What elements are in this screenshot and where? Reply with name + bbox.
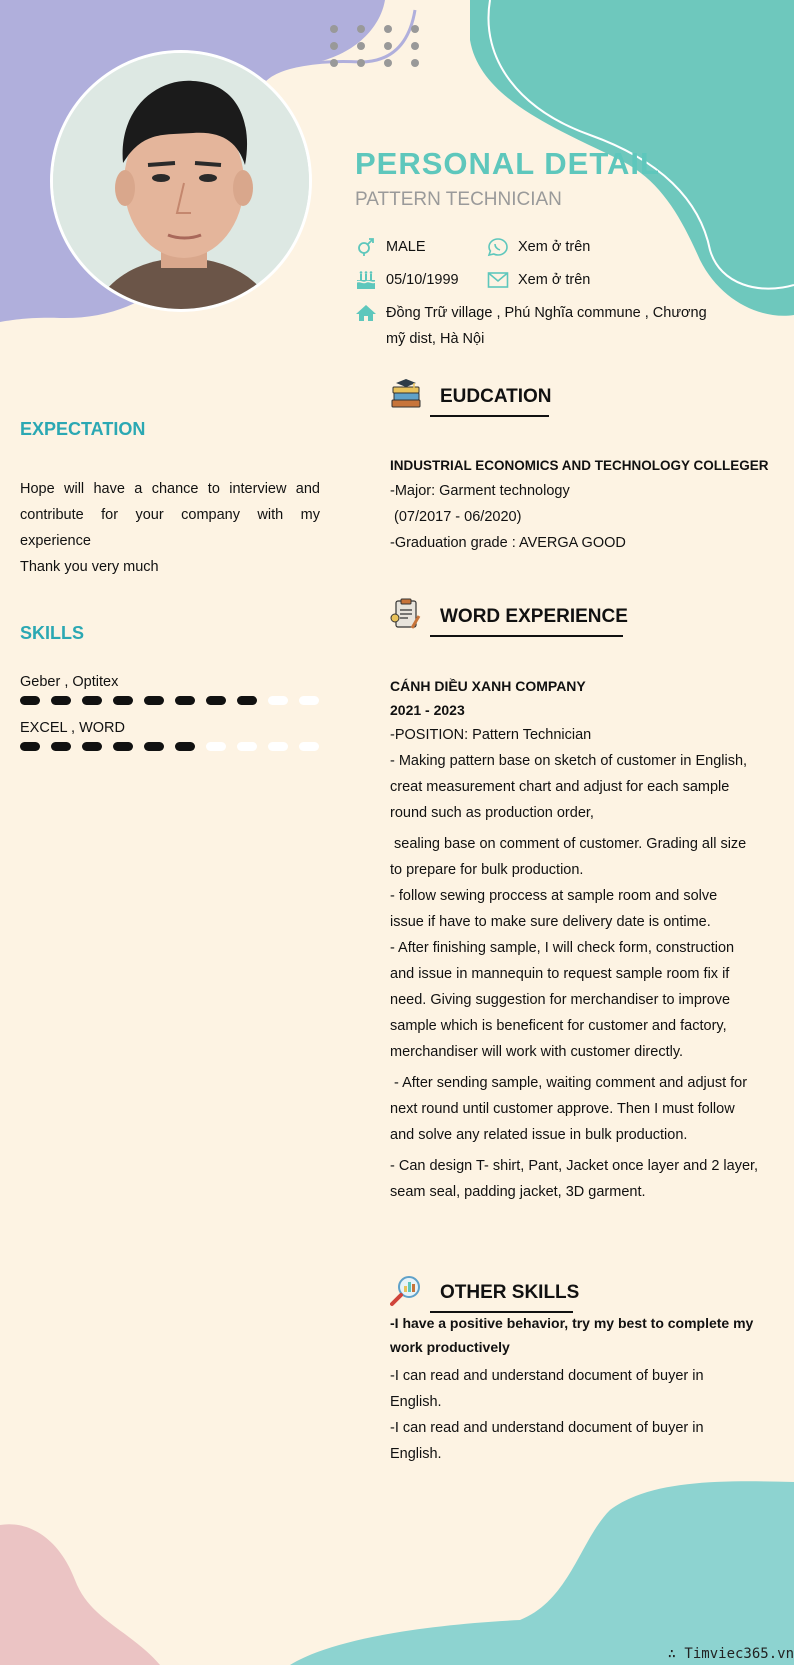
gender-row bbox=[355, 236, 426, 258]
education-period: (07/2017 - 06/2020) bbox=[390, 509, 522, 525]
experience-line: creat measurement chart and adjust for each sample bbox=[390, 779, 730, 795]
phone-icon bbox=[487, 236, 509, 258]
expectation-text: Hope will have a chance to interview and contribute for your company with my experience bbox=[20, 481, 320, 549]
skill-level-segment bbox=[20, 742, 40, 751]
work-clipboard-icon bbox=[390, 598, 422, 635]
envelope-icon bbox=[487, 269, 509, 291]
skill-level-segment bbox=[113, 696, 133, 705]
experience-line: - After sending sample, waiting comment and adjust for bbox=[390, 1075, 748, 1091]
other-skill-bold-line: work productively bbox=[390, 1339, 510, 1355]
skill-level-segment bbox=[144, 696, 164, 705]
gender-icon bbox=[355, 236, 377, 258]
experience-line: issue if have to make sure delivery date is ontime. bbox=[390, 914, 711, 930]
skill-level-segment bbox=[51, 742, 71, 751]
other-skill-line: -I can read and understand document of buyer in bbox=[390, 1420, 704, 1436]
books-icon bbox=[390, 378, 422, 415]
education-grade: -Graduation grade : AVERGA GOOD bbox=[390, 535, 626, 551]
address-line-2: mỹ dist, Hà Nội bbox=[386, 331, 485, 347]
education-underline bbox=[430, 415, 549, 417]
skill-level-segment bbox=[237, 742, 257, 751]
skill-level-segment bbox=[175, 696, 195, 705]
page-title: PERSONAL DETAIL bbox=[355, 146, 660, 181]
school-name: INDUSTRIAL ECONOMICS AND TECHNOLOGY COLLEGER bbox=[390, 458, 769, 473]
skills-heading: SKILLS bbox=[20, 623, 85, 643]
birthday-row bbox=[355, 269, 459, 291]
experience-line: and issue in mannequin to request sample room fix if bbox=[390, 966, 730, 982]
experience-line: next round until customer approve. Then I must follow bbox=[390, 1101, 735, 1117]
watermark: ∴ Timviec365.vn bbox=[667, 1646, 794, 1662]
skill-level-segment bbox=[206, 696, 226, 705]
phone-value: Xem ở trên bbox=[518, 239, 591, 255]
skill-level-segment bbox=[268, 742, 288, 751]
experience-heading: WORD EXPERIENCE bbox=[440, 606, 628, 627]
birthday-cake-icon bbox=[355, 269, 377, 291]
other-skill-line: -I can read and understand document of buyer in bbox=[390, 1368, 704, 1384]
other-skill-line: English. bbox=[390, 1446, 442, 1462]
magnifier-chart-icon bbox=[390, 1275, 422, 1312]
work-years: 2021 - 2023 bbox=[390, 702, 465, 718]
experience-line: - follow sewing proccess at sample room and solve bbox=[390, 888, 718, 904]
birthday-value: 05/10/1999 bbox=[386, 272, 459, 288]
home-icon bbox=[355, 302, 377, 324]
education-major: -Major: Garment technology bbox=[390, 483, 570, 499]
skill-level-segment bbox=[113, 742, 133, 751]
experience-line: seam seal, padding jacket, 3D garment. bbox=[390, 1184, 646, 1200]
skill-level-segment bbox=[20, 696, 40, 705]
skill-level-segment bbox=[144, 742, 164, 751]
experience-line: round such as production order, bbox=[390, 805, 594, 821]
email-value: Xem ở trên bbox=[518, 272, 591, 288]
experience-line: sealing base on comment of customer. Grading all size bbox=[390, 836, 747, 852]
skill-level-segment bbox=[82, 742, 102, 751]
skill-level-segment bbox=[299, 696, 319, 705]
expectation-thanks: Thank you very much bbox=[20, 559, 159, 575]
other-skill-line: English. bbox=[390, 1394, 442, 1410]
skill-level-segment bbox=[51, 696, 71, 705]
experience-line: merchandiser will work with customer directly. bbox=[390, 1044, 684, 1060]
skill-level-segment bbox=[237, 696, 257, 705]
skill-level-bar bbox=[20, 742, 320, 752]
skill-level-segment bbox=[82, 696, 102, 705]
experience-line: and solve any related issue in bulk production. bbox=[390, 1127, 688, 1143]
address-line-1: Đồng Trữ village , Phú Nghĩa commune , Chương bbox=[386, 305, 707, 321]
skill-level-segment bbox=[175, 742, 195, 751]
expectation-heading: EXPECTATION bbox=[20, 419, 146, 439]
experience-line: sample which is beneficent for customer and factory, bbox=[390, 1018, 727, 1034]
job-title: PATTERN TECHNICIAN bbox=[355, 189, 562, 210]
skill-level-segment bbox=[206, 742, 226, 751]
skill-label: EXCEL , WORD bbox=[20, 720, 126, 736]
experience-line: - Can design T- shirt, Pant, Jacket once layer and 2 layer, bbox=[390, 1158, 759, 1174]
address-row bbox=[355, 302, 707, 352]
skill-level-segment bbox=[299, 742, 319, 751]
experience-line: - After finishing sample, I will check form, construction bbox=[390, 940, 735, 956]
company-name: CÁNH DIỀU XANH COMPANY bbox=[390, 678, 586, 694]
skill-level-bar bbox=[20, 696, 320, 706]
avatar bbox=[50, 50, 312, 312]
skill-label: Geber , Optitex bbox=[20, 674, 119, 690]
experience-underline bbox=[430, 635, 623, 637]
experience-line: to prepare for bulk production. bbox=[390, 862, 584, 878]
phone-row bbox=[487, 236, 590, 258]
other-skills-heading: OTHER SKILLS bbox=[440, 1282, 580, 1303]
work-position: -POSITION: Pattern Technician bbox=[390, 727, 592, 743]
email-row bbox=[487, 269, 590, 291]
gender-value: MALE bbox=[386, 239, 426, 255]
education-heading: EUDCATION bbox=[440, 386, 552, 407]
skill-level-segment bbox=[268, 696, 288, 705]
experience-line: - Making pattern base on sketch of customer in English, bbox=[390, 753, 748, 769]
experience-line: need. Giving suggestion for merchandiser to improve bbox=[390, 992, 731, 1008]
other-skill-bold-line: -I have a positive behavior, try my best to complete my bbox=[390, 1315, 754, 1331]
